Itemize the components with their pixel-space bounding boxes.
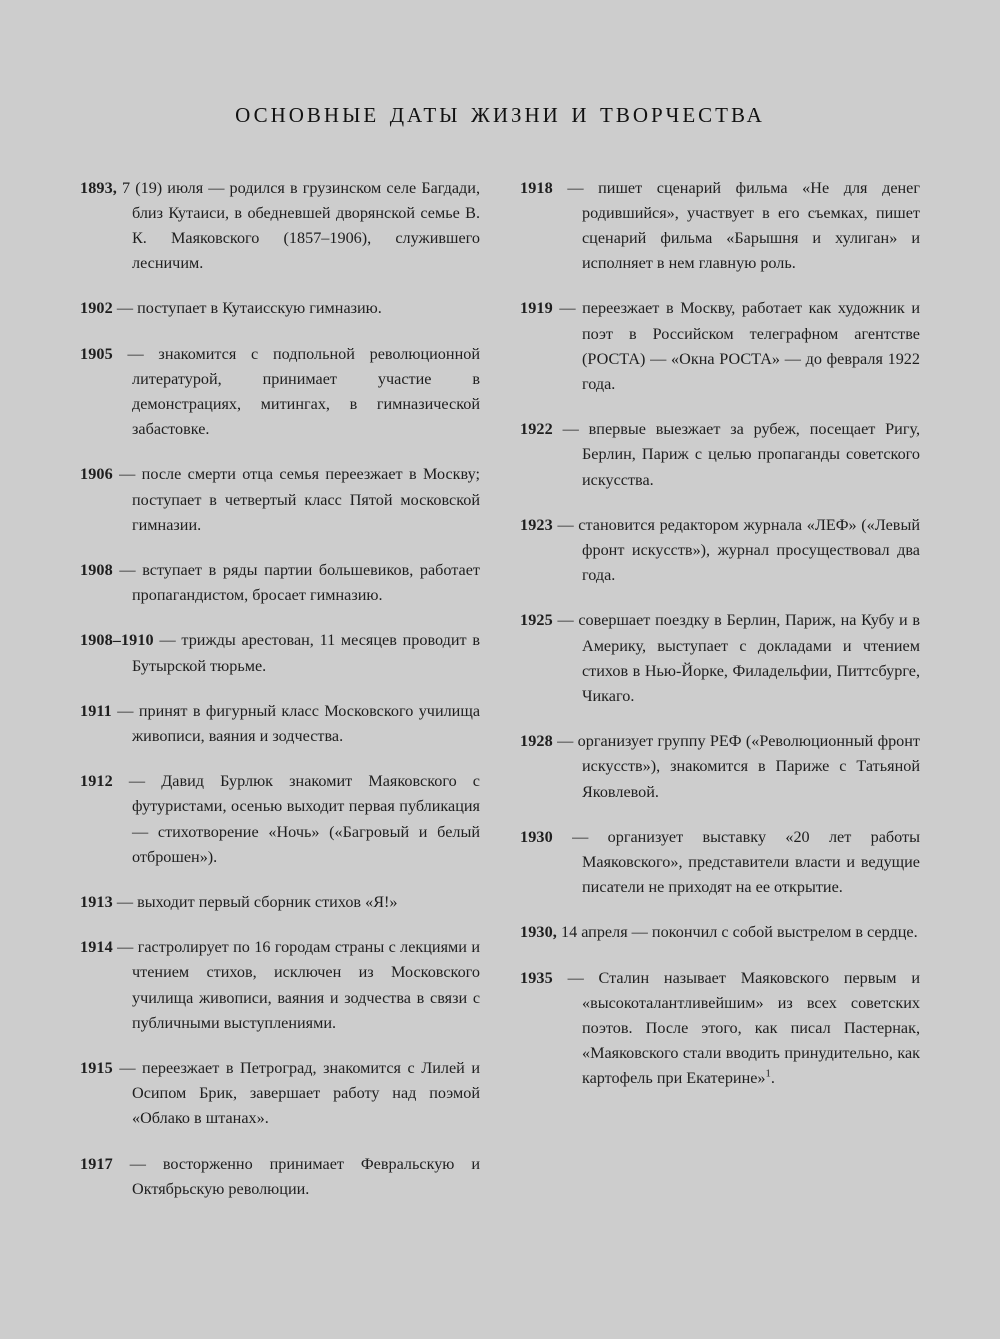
timeline-entry-year: 1930	[520, 827, 553, 846]
timeline-entry-text: — после смерти отца семья переезжает в Москву; поступает в четвертый класс Пятой московской гимназии.	[112, 465, 480, 534]
timeline-entry-text: — поступает в Кутаисскую гимназию.	[112, 299, 382, 318]
timeline-entry-text: — гастролирует по 16 городам страны с лекциями и чтением стихов, исключен из Московского училища живописи, ваяния и зодчества в связи с публичными выступлениями.	[112, 938, 480, 1032]
timeline-entry-text: — организует группу РЕФ («Революционный фронт искусств»), знакомится в Париже с Татьяной Яковлевой.	[552, 732, 920, 801]
timeline-entry-year: 1915	[80, 1058, 113, 1077]
timeline-entry-year: 1919	[520, 299, 553, 318]
timeline-entry-year: 1925	[520, 611, 553, 630]
timeline-entry-text: — становится редактором журнала «ЛЕФ» («Левый фронт искусств»), журнал просуществовал два года.	[552, 515, 920, 585]
page-title: основные даты жизни и творчества	[235, 96, 765, 129]
timeline-entry	[80, 342, 480, 443]
timeline-entry-text: 14 апреля — покончил с собой выстрелом в сердце.	[556, 923, 918, 942]
timeline-entry	[80, 296, 480, 321]
timeline-entry-text: — Давид Бурлюк знакомит Маяковского с футуристами, осенью выходит первая публикация — стихотворение «Ночь» («Багровый и белый отброшен»).	[112, 772, 480, 866]
timeline-entry-year: 1905	[80, 344, 113, 363]
timeline-entry-text: — переезжает в Петроград, знакомится с Лилей и Осипом Брик, завершает работу над поэмой «Облако в штанах».	[112, 1058, 480, 1128]
timeline-entry-year: 1893,	[80, 178, 117, 197]
timeline-entry-year: 1906	[80, 465, 113, 484]
timeline-entry	[520, 608, 920, 709]
timeline-entry	[80, 699, 480, 749]
timeline-entry-year: 1913	[80, 892, 113, 911]
timeline-entry	[80, 890, 480, 915]
timeline-entry	[520, 825, 920, 901]
timeline-entry	[520, 513, 920, 589]
timeline-entry	[520, 417, 920, 493]
timeline-entry	[80, 176, 480, 277]
timeline-entry-year: 1912	[80, 772, 113, 791]
timeline-entry-year: 1930,	[520, 923, 557, 942]
timeline-entry	[520, 176, 920, 277]
timeline-entry	[80, 558, 480, 608]
timeline-entry-text-tail: .	[770, 1069, 775, 1088]
timeline-entry-text: 7 (19) июля — родился в грузинском селе Багдади, близ Кутаиси, в обедневшей дворянской семье В. К. Маяковского (1857–1906), служившего лесничим.	[116, 178, 480, 273]
timeline-entry-text: — пишет сценарий фильма «Не для денег родившийся», участвует в его съемках, пишет сценарий фильма «Барышня и хулиган» и исполняет в нем главную роль.	[552, 178, 920, 273]
timeline-entry-year: 1935	[520, 968, 553, 987]
timeline-entry-text: — организует выставку «20 лет работы Маяковского», представители власти и ведущие писатели не приходят на ее открытие.	[552, 827, 920, 897]
timeline-entry	[520, 920, 920, 945]
timeline-entry-text: — вступает в ряды партии большевиков, работает пропагандистом, бросает гимназию.	[112, 560, 480, 605]
footnote-reference[interactable]: 1	[765, 1068, 771, 1080]
timeline-column-right	[520, 176, 920, 1092]
timeline-entry-year: 1928	[520, 732, 553, 751]
timeline-entry-text: — восторженно принимает Февральскую и Октябрьскую революции.	[112, 1154, 480, 1198]
timeline-entry-text: — Сталин называет Маяковского первым и «высокоталантливейшим» из всех советских поэтов. После этого, как писал Пастернак, «Маяковского стали вводить принудительно, как картофель при Екатерине»	[552, 968, 920, 1088]
timeline-entry-text: — принят в фигурный класс Московского училища живописи, ваяния и зодчества.	[111, 701, 480, 745]
timeline-entry	[80, 628, 480, 678]
timeline-entry-year: 1911	[80, 701, 112, 720]
timeline-entry-year: 1922	[520, 420, 553, 439]
timeline-entry-year: 1914	[80, 938, 113, 957]
timeline-column-left	[80, 176, 480, 1203]
timeline-entry	[520, 296, 920, 397]
timeline-entry-text: — выходит первый сборник стихов «Я!»	[112, 892, 398, 911]
timeline-entry-year: 1918	[520, 178, 553, 197]
timeline-entry-year: 1923	[520, 515, 553, 534]
timeline-entry	[80, 935, 480, 1036]
timeline-columns	[80, 176, 920, 1203]
timeline-entry-text: — впервые выезжает за рубеж, посещает Ригу, Берлин, Париж с целью пропаганды советского искусства.	[552, 420, 920, 489]
timeline-entry-year: 1917	[80, 1154, 113, 1173]
timeline-entry-text: — переезжает в Москву, работает как художник и поэт в Российском телеграфном агентстве (РОСТА) — «Окна РОСТА» — до февраля 1922 года.	[552, 299, 920, 393]
timeline-entry	[80, 769, 480, 870]
timeline-entry-year: 1902	[80, 299, 113, 318]
timeline-entry	[80, 462, 480, 538]
timeline-entry	[520, 729, 920, 805]
timeline-entry-year: 1908	[80, 560, 113, 579]
timeline-entry	[80, 1152, 480, 1202]
timeline-entry-text: — трижды арестован, 11 месяцев проводит в Бутырской тюрьме.	[132, 631, 480, 675]
timeline-entry	[520, 966, 920, 1092]
timeline-entry	[80, 1056, 480, 1132]
timeline-entry-text: — знакомится с подпольной революционной литературой, принимает участие в демонстрациях, митингах, в гимназической забастовке.	[112, 344, 480, 439]
timeline-entry-year: 1908–1910	[80, 631, 154, 650]
timeline-entry-text: — совершает поездку в Берлин, Париж, на Кубу и в Америку, выступает с докладами и чтением стихов в Нью-Йорке, Филадельфии, Питтсбурге, Чикаго.	[552, 611, 920, 705]
